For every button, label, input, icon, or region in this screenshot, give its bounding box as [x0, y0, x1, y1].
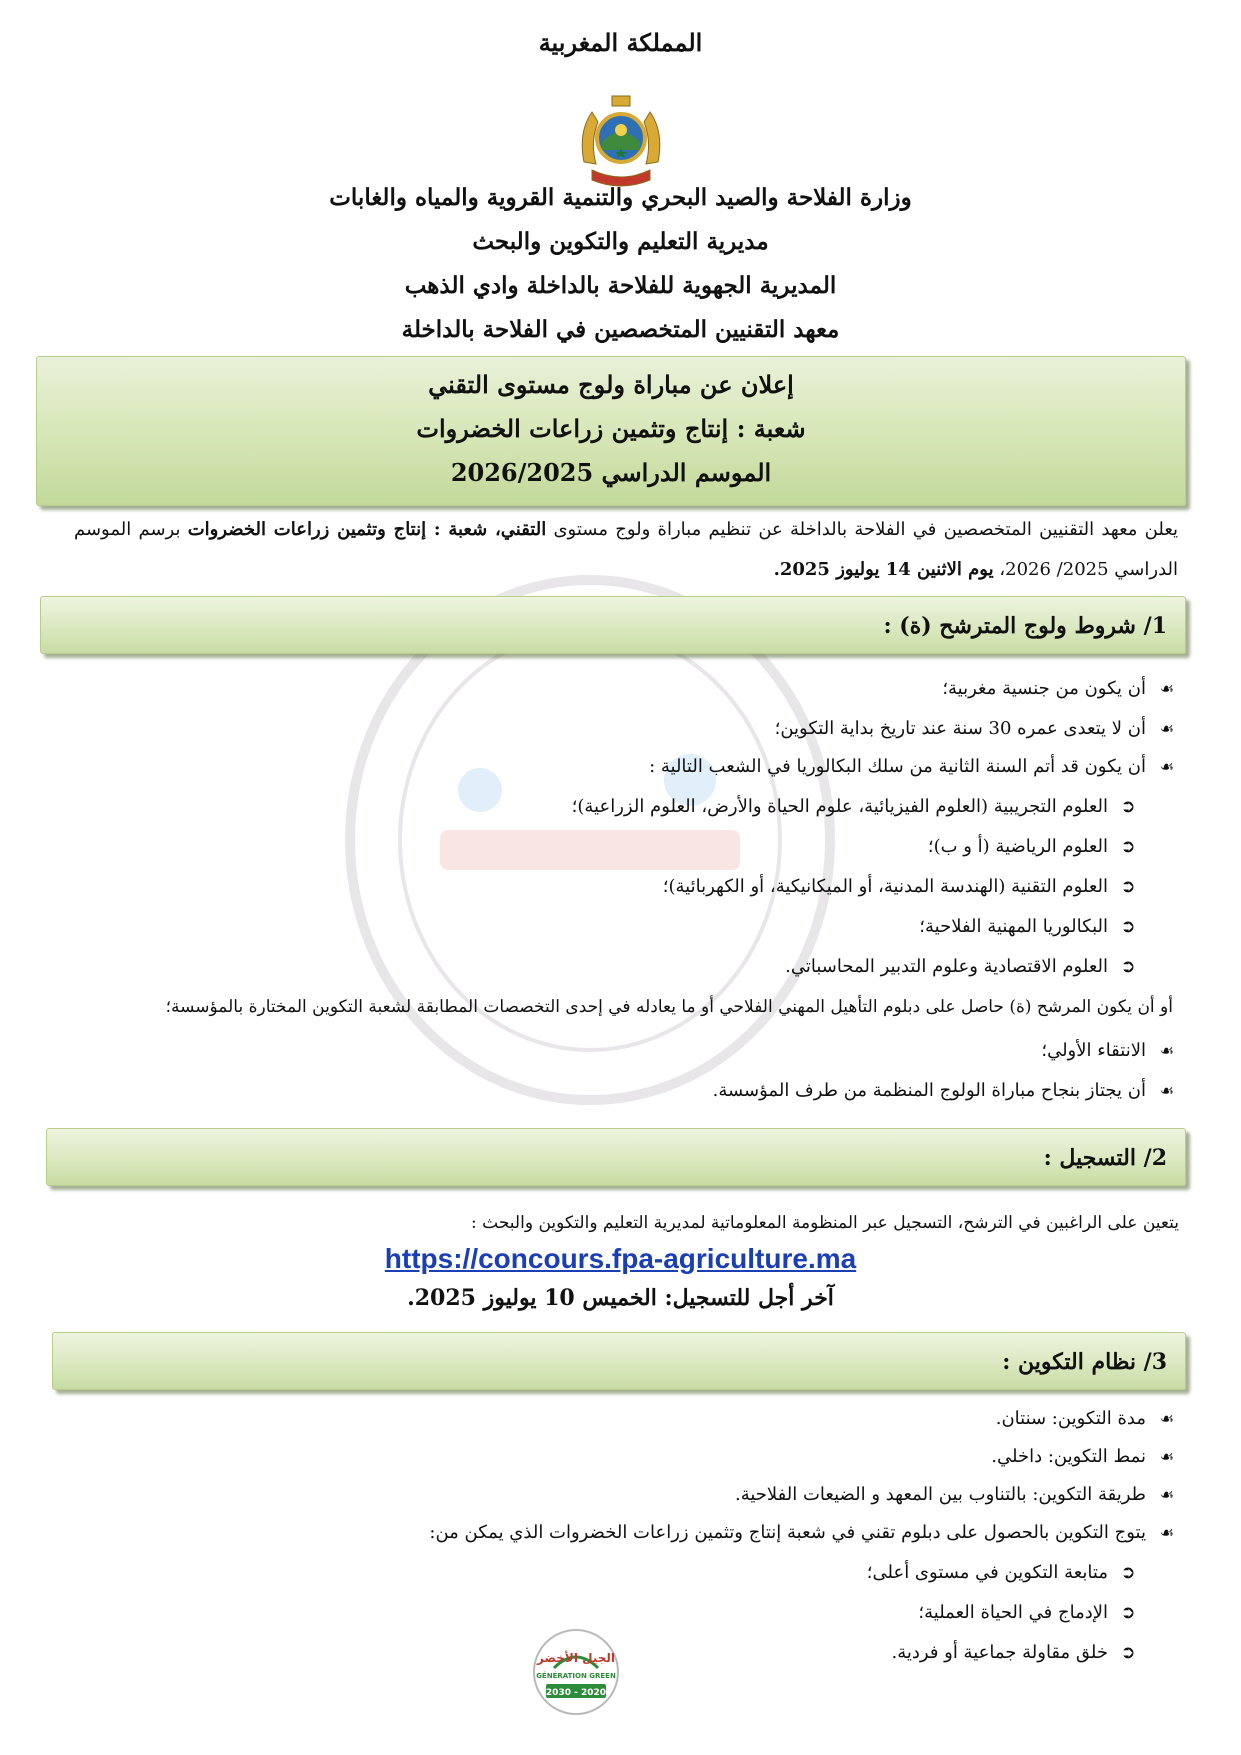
kingdom-title: المملكة المغربية — [538, 28, 703, 57]
arrow-bullet-icon: ➲ — [1120, 836, 1136, 857]
season-title: الموسم الدراسي 2026/2025 — [450, 458, 772, 487]
intro-text-2: برسم الموسم الدراسي 2025/ 2026، — [74, 519, 1178, 580]
intro-bold-2: يوم الاثنين 14 يوليوز 2025. — [773, 559, 994, 580]
intro-bold-1: التقني، شعبة : إنتاج وتثمين زراعات الخضروات — [187, 519, 547, 540]
regional-directorate-name: المديرية الجهوية للفلاحة بالداخلة وادي الذهب — [404, 272, 837, 299]
arrow-bullet-icon: ➲ — [1120, 1562, 1136, 1583]
section-2-bar: 2/ التسجيل : — [46, 1128, 1186, 1186]
hand-bullet-icon: ☙ — [1159, 1447, 1175, 1466]
list-item: ☙أن يكون قد أتم السنة الثانية من سلك البكالوريا في الشعب التالية : — [649, 752, 1178, 782]
header-block — [0, 176, 1241, 352]
hand-bullet-icon: ☙ — [1159, 719, 1175, 738]
logo-years-text: 2020 - 2030 — [545, 1688, 607, 1698]
list-item: ☙طريقة التكوين: بالتناوب بين المعهد و الضيعات الفلاحية. — [735, 1480, 1178, 1510]
registration-deadline: آخر أجل للتسجيل: الخميس 10 يوليوز 2025. — [407, 1285, 834, 1311]
hand-bullet-icon: ☙ — [1159, 1409, 1175, 1428]
arrow-bullet-icon: ➲ — [1120, 1602, 1136, 1623]
arrow-bullet-icon: ➲ — [1120, 796, 1136, 817]
hand-bullet-icon: ☙ — [1159, 1041, 1175, 1060]
list-item: ☙أن لا يتعدى عمره 30 سنة عند تاريخ بداية التكوين؛ — [775, 714, 1178, 744]
sub-list-item: ➲العلوم الرياضية (أ و ب)؛ — [928, 832, 1138, 862]
list-item: ☙يتوج التكوين بالحصول على دبلوم تقني في شعبة إنتاج وتثمين زراعات الخضروات الذي يمكن من: — [429, 1518, 1178, 1548]
sub-list-item: ➲العلوم التجريبية (العلوم الفيزيائية، علوم الحياة والأرض، العلوم الزراعية)؛ — [572, 792, 1138, 822]
intro-paragraph — [74, 510, 1178, 590]
list-item: ☙أن يجتاز بنجاح مباراة الولوج المنظمة من طرف المؤسسة. — [713, 1076, 1178, 1106]
section-3-bar: 3/ نظام التكوين : — [52, 1332, 1186, 1390]
sub-list-item: ➲الإدماج في الحياة العملية؛ — [918, 1598, 1138, 1628]
list-item: ☙مدة التكوين: سنتان. — [996, 1404, 1178, 1434]
intro-text-1: يعلن معهد التقنيين المتخصصين في الفلاحة بالداخلة عن تنظيم مباراة ولوج مستوى — [546, 519, 1179, 540]
sub-list-item: ➲متابعة التكوين في مستوى أعلى؛ — [867, 1558, 1138, 1588]
arrow-bullet-icon: ➲ — [1120, 876, 1136, 897]
hand-bullet-icon: ☙ — [1159, 1081, 1175, 1100]
announcement-title-box — [36, 356, 1186, 506]
hand-bullet-icon: ☙ — [1159, 679, 1175, 698]
section-1-bar: 1/ شروط ولوج المترشح (ة) : — [40, 596, 1186, 654]
generation-green-logo-icon — [532, 1628, 620, 1716]
directorate-name: مديرية التعليم والتكوين والبحث — [472, 228, 769, 255]
hand-bullet-icon: ☙ — [1159, 1523, 1175, 1542]
list-item: ☙الانتقاء الأولي؛ — [1041, 1036, 1178, 1066]
sub-list-item: ➲خلق مقاولة جماعية أو فردية. — [891, 1638, 1138, 1668]
alternative-condition: أو أن يكون المرشح (ة) حاصل على دبلوم التأهيل المهني الفلاحي أو ما يعادله في إحدى التخصصات المطابقة لشعبة التكوين المختارة بالمؤسسة؛ — [165, 997, 1173, 1017]
announcement-title: إعلان عن مباراة ولوج مستوى التقني — [428, 370, 794, 399]
ministry-name: وزارة الفلاحة والصيد البحري والتنمية القروية والمياه والغابات — [329, 184, 912, 211]
sub-list-item: ➲العلوم الاقتصادية وعلوم التدبير المحاسباتي. — [785, 952, 1138, 982]
branch-title: شعبة : إنتاج وتثمين زراعات الخضروات — [416, 414, 806, 443]
hand-bullet-icon: ☙ — [1159, 757, 1175, 776]
hand-bullet-icon: ☙ — [1159, 1485, 1175, 1504]
logo-latin-text: GÉNÉRATION GREEN — [536, 1672, 616, 1680]
list-item: ☙أن يكون من جنسية مغربية؛ — [942, 674, 1178, 704]
sub-list-item: ➲العلوم التقنية (الهندسة المدنية، أو الميكانيكية، أو الكهربائية)؛ — [663, 872, 1138, 902]
registration-text: يتعين على الراغبين في الترشح، التسجيل عبر المنظومة المعلوماتية لمديرية التعليم والتكوين والبحث : — [471, 1213, 1179, 1233]
registration-link[interactable]: https://concours.fpa-agriculture.ma — [384, 1243, 857, 1274]
list-item: ☙نمط التكوين: داخلي. — [991, 1442, 1178, 1472]
arrow-bullet-icon: ➲ — [1120, 956, 1136, 977]
arrow-bullet-icon: ➲ — [1120, 916, 1136, 937]
institute-name: معهد التقنيين المتخصصين في الفلاحة بالداخلة — [401, 316, 840, 343]
sub-list-item: ➲البكالوريا المهنية الفلاحية؛ — [919, 912, 1138, 942]
arrow-bullet-icon: ➲ — [1120, 1642, 1136, 1663]
logo-arabic-text: الجيل الأخضر — [536, 1651, 616, 1665]
